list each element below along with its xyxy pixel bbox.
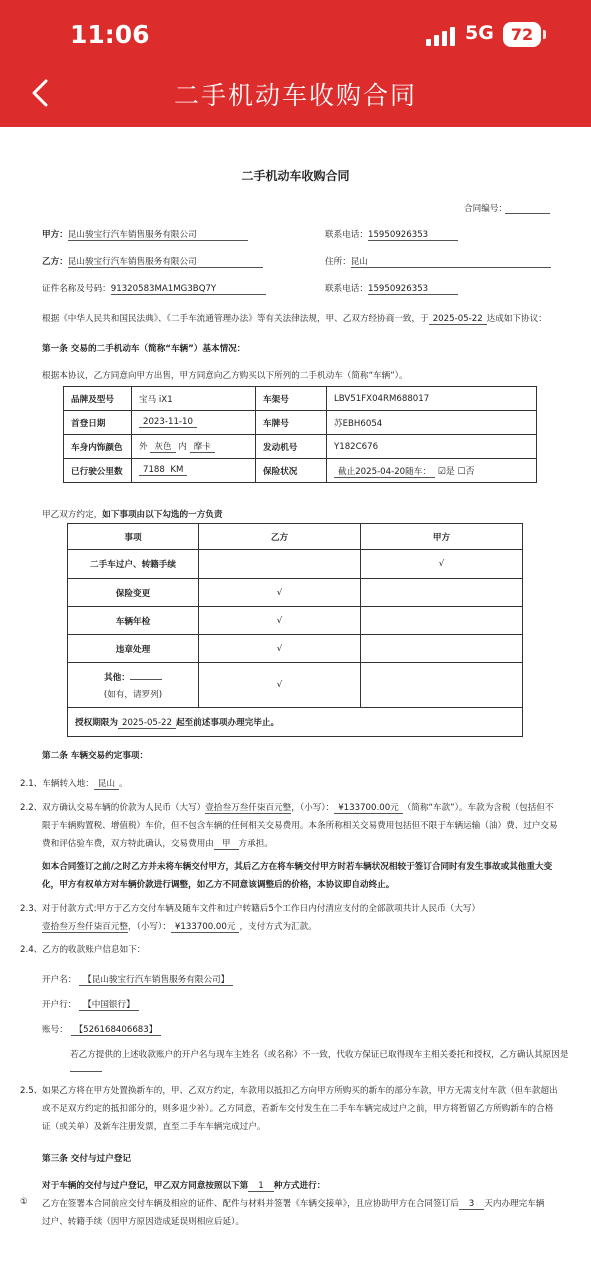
vehicle-table (63, 386, 537, 483)
duty-item: 保险变更 (68, 579, 199, 607)
table-row (68, 663, 523, 708)
duty-item: 二手车过户、转籍手续 (68, 550, 199, 579)
clause-2-1: 2.1、车辆转入地： 昆山 。 (20, 779, 128, 789)
party-b-phone: 联系电话：15950926353 (325, 282, 458, 295)
account-bank: 开户行： 【中国银行】 (42, 998, 139, 1011)
color-value: 外 灰色 内 摩卡 (132, 435, 256, 459)
vin-label: 车架号 (256, 387, 327, 411)
brand-value: 宝马 iX1 (132, 387, 256, 411)
duty-intro: 甲乙双方约定，如下事项由以下勾选的一方负责 (42, 510, 223, 520)
duty-b-check (199, 550, 361, 579)
clause-2-2-bold2: 化，甲方有权单方对车辆价款进行调整，如乙方不同意该调整后的价格，本协议即自动终止。 (42, 880, 395, 890)
duty-a-check (361, 663, 523, 708)
vin-value: LBV51FX04RM688017 (327, 387, 537, 411)
battery-icon: 72 (503, 22, 541, 47)
engine-label: 发动机号 (256, 435, 327, 459)
clause-2-5-line2: 或不足双方约定的抵扣部分的，则多退少补）。乙方同意，若新车交付发生在二手车车辆完成过户之前，甲方将暂留乙方所购新车的合格 (42, 1104, 554, 1114)
article-1-title: 第一条 交易的二手机动车（简称“车辆”）基本情况： (42, 344, 246, 354)
clause-2-5-num: 2.5、 (20, 1086, 43, 1096)
contract-no-label: 合同编号： (464, 204, 507, 214)
plate-label: 车牌号 (256, 411, 327, 435)
option-1-line1: 乙方在签署本合同前应交付车辆及相应的证件、配件与材料并签署《车辆交接单》，且应协助甲方在合同签订后 3 天内办理完车辆 (42, 1199, 545, 1209)
duty-b-check: √ (199, 663, 361, 708)
party-b-cert: 证件名称及号码：91320583MA1MG3BQ7Y (42, 282, 266, 295)
duty-header-b: 乙方 (199, 524, 361, 550)
clause-2-4: 2.4、乙方的收款账户信息如下： (20, 945, 146, 955)
option-1-num: ① (20, 1197, 28, 1207)
account-holder: 开户名： 【昆山骏宝行汽车销售服务有限公司】 (42, 973, 233, 986)
mileage-label: 已行驶公里数 (64, 459, 132, 483)
article-3-intro: 对于车辆的交付与过户登记，甲乙双方同意按照以下第 1 种方式进行： (42, 1181, 326, 1191)
duty-b-check: √ (199, 635, 361, 663)
insurance-label: 保险状况 (256, 459, 327, 483)
clause-2-3-num: 2.3、 (20, 904, 43, 914)
article-2-title: 第二条 车辆交易约定事项： (42, 751, 149, 761)
clause-2-5-line3: 证（或关单）及新车注册发票，直至二手车车辆完成过户。 (42, 1122, 266, 1132)
reason-field (70, 1071, 102, 1072)
article-3-title: 第三条 交付与过户登记 (42, 1154, 131, 1164)
duty-deadline: 授权期限为 2025-05-22 起至前述事项办理完毕止。 (68, 708, 523, 737)
signal-icon (426, 24, 458, 46)
clause-2-2-line1: 双方确认交易车辆的价款为人民币（大写）壹拾叁万叁仟柒百元整，（小写）： ¥133700.00元 （简称“车款”）。车款为含税（包括但不 (42, 803, 554, 813)
clause-2-2-line3: 费和评估验车费，双方特此确认，交易费用由 甲 方承担。 (42, 839, 273, 849)
duty-item: 违章处理 (68, 635, 199, 663)
contract-document (0, 127, 591, 1280)
duty-a-check (361, 607, 523, 635)
reg-date-value: 2023-11-10 (132, 411, 256, 435)
reg-date-label: 首登日期 (64, 411, 132, 435)
engine-value: Y182C676 (327, 435, 537, 459)
duty-b-check: √ (199, 607, 361, 635)
plate-value: 苏EBH6054 (327, 411, 537, 435)
clause-2-2-bold1: 如本合同签订之前/之时乙方并未将车辆交付甲方，其后乙方在将车辆交付甲方时若车辆状况相较于签订合同时有发生事故或其他重大变 (42, 862, 553, 872)
table-row (68, 635, 523, 663)
party-a-phone: 联系电话：15950926353 (325, 228, 458, 241)
status-time: 11:06 (70, 20, 150, 49)
contract-no-field (505, 213, 550, 214)
table-row (68, 607, 523, 635)
network-label: 5G (465, 22, 494, 44)
duty-a-check (361, 635, 523, 663)
clause-2-2-line2: 限于车辆购置税、增值税）车价，但不包含车辆的任何相关交易费用。本条所称相关交易费用包括但不限于车辆运输（油）费、过户交易 (42, 821, 558, 831)
doc-title: 二手机动车收购合同 (241, 169, 350, 183)
clause-2-3-line1: 对于付款方式:甲方于乙方交付车辆及随车文件和过户转籍后5个工作日内付清应支付的全部款项共计人民币（大写） (42, 904, 481, 914)
party-a: 甲方：昆山骏宝行汽车销售服务有限公司 (42, 228, 248, 241)
page-title: 二手机动车收购合同 (173, 81, 417, 110)
account-number: 账号： 【526168406683】 (42, 1023, 161, 1036)
option-1-line2: 过户、转籍手续（因甲方原因造成延误则相应后延）。 (42, 1217, 244, 1227)
clause-2-2-num: 2.2、 (20, 803, 43, 813)
battery-tip (543, 30, 546, 39)
account-note: 若乙方提供的上述收款账户的开户名与现车主姓名（或名称）不一致，代收方保证已取得现车主相关委托和授权，乙方确认其原因是 (70, 1050, 569, 1060)
color-label: 车身内饰颜色 (64, 435, 132, 459)
intro-text: 根据《中华人民共和国民法典》、《二手车流通管理办法》等有关法律法规，甲、乙双方经协商一致，于 2025-05-22 达成如下协议： (42, 314, 547, 324)
table-row (68, 579, 523, 607)
duty-b-check: √ (199, 579, 361, 607)
app-header (0, 0, 591, 127)
duty-a-check (361, 579, 523, 607)
table-row (68, 550, 523, 579)
mileage-value: 7188 KM (132, 459, 256, 483)
duty-header-item: 事项 (68, 524, 199, 550)
article-1-intro: 根据本协议，乙方同意向甲方出售，甲方同意向乙方购买以下所列的二手机动车（简称“车辆”）。 (42, 371, 408, 381)
duty-item: 车辆年检 (68, 607, 199, 635)
duty-other: 其他： (如有，请罗列) (68, 663, 199, 708)
party-b-address: 住所：昆山 (325, 255, 551, 268)
duty-a-check: √ (361, 550, 523, 579)
duty-header-a: 甲方 (361, 524, 523, 550)
clause-2-3-line2: 壹拾叁万叁仟柒百元整，（小写）： ¥133700.00元 ，支付方式为汇款。 (42, 922, 317, 932)
brand-label: 品牌及型号 (64, 387, 132, 411)
party-b: 乙方：昆山骏宝行汽车销售服务有限公司 (42, 255, 263, 268)
insurance-value: 截止2025-04-20随车： ☑是 ☐否 (327, 459, 537, 483)
duty-table (67, 523, 523, 737)
clause-2-5-line1: 如果乙方将在甲方处置换新车的，甲、乙双方约定，车款用以抵扣乙方向甲方所购买的新车的部分车款，甲方无需支付车款（但车款超出 (42, 1086, 558, 1096)
